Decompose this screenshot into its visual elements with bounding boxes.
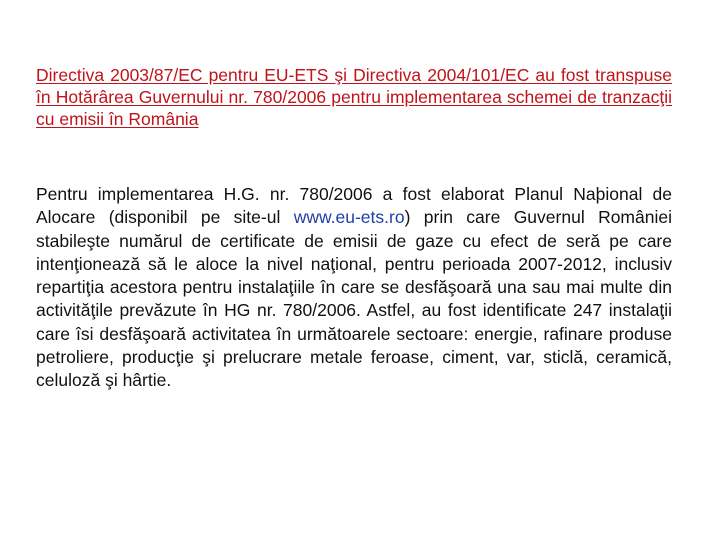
body-text-part-1: Pentru implementarea H.G. nr. 780/2006 a fost elaborat Planul Naþional de Alocare (disponibil pe site-ul bbox=[36, 184, 672, 228]
body-text-part-2: ) prin care Guvernul României stabileşte numărul de certificate de emisii de gaze cu efect de seră pe care intenţionează să le aloce la nivel naţional, pentru perioada 2007-2012, inclusiv repartiţia acestora pentru instalaţiile în care se desfăşoară una sau mai multe din activităţile prevăzute în HG nr. 780/2006. Astfel, au fost identificate 247 instalaţii care îsi desfăşoară activitatea în următoarele sectoare: energie, rafinare produse petroliere, producţie şi prelucrare metale feroase, ciment, var, sticlă, ceramică, celuloză şi hârtie. bbox=[36, 207, 672, 391]
slide-body-paragraph bbox=[36, 183, 672, 393]
slide-heading: Directiva 2003/87/EC pentru EU-ETS şi Directiva 2004/101/EC au fost transpuse în Hotărârea Guvernului nr. 780/2006 pentru implementarea schemei de tranzacţii cu emisii în România bbox=[36, 65, 672, 129]
eu-ets-site-link[interactable]: www.eu-ets.ro bbox=[293, 207, 405, 228]
